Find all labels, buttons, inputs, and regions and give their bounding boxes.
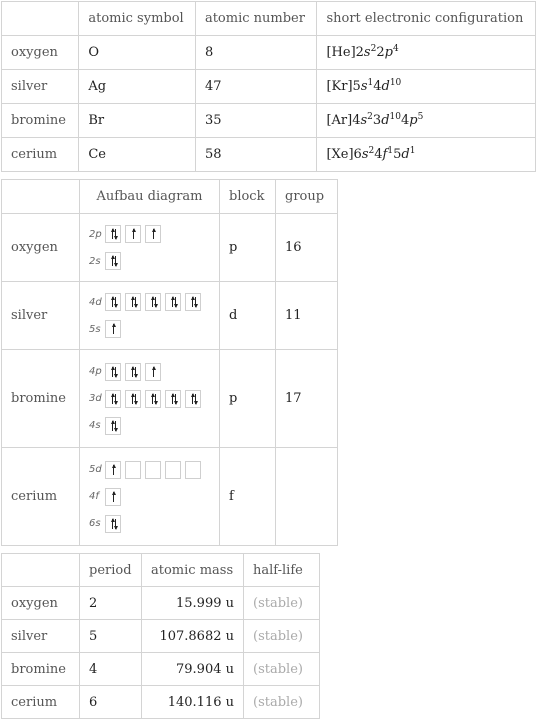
orbital-box [125,363,141,381]
orbital-letter: p [384,45,393,60]
table-row [2,620,320,653]
orbital-box [185,390,201,408]
electron-count: 2 [370,44,377,54]
spin-down-arrow-icon [115,367,116,377]
half-life-cell: (stable) [244,686,320,719]
block-cell: p [220,214,276,282]
table-row [2,214,338,282]
config-cell [317,36,536,70]
orbital-box [105,225,121,243]
spin-down-arrow-icon [135,394,136,404]
config-text: 2 [376,45,385,60]
electron-count: 1 [367,78,374,88]
group-cell: 11 [276,282,338,350]
block-cell: f [220,448,276,546]
config-cell [317,138,536,172]
table-row [2,653,320,686]
spin-up-arrow-icon [133,229,134,239]
table-header-row [2,2,536,36]
orbital-box [105,252,121,270]
group-cell: 16 [276,214,338,282]
electron-count: 5 [417,112,424,122]
spin-down-arrow-icon [115,256,116,266]
spin-down-arrow-icon [175,297,176,307]
config-text: 4 [400,113,410,128]
atomic-number-cell: 35 [195,104,317,138]
orbital-box [125,293,141,311]
corner-cell [2,2,79,36]
orbital-box [165,293,181,311]
row-label: oxygen [2,214,80,282]
orbital-box [145,363,161,381]
orbital-row [89,415,209,437]
table-row [2,587,320,620]
orbital-label: 4d [89,296,102,308]
table-row [2,350,338,448]
row-label: silver [2,282,80,350]
orbital-row [89,223,209,245]
config-text: [He]2 [326,45,364,60]
spin-up-arrow-icon [113,465,114,475]
row-label: cerium [2,686,80,719]
electron-count: 2 [368,146,375,156]
orbital-label: 3d [89,393,102,404]
electron-count: 10 [389,112,401,122]
table-row [2,70,536,104]
period-cell: 6 [80,686,142,719]
orbital-label: 5s [89,323,101,335]
atomic-symbol-cell: Br [79,104,196,138]
orbital-box [105,488,121,506]
row-label: bromine [2,350,80,448]
config-text: 3 [372,113,382,128]
corner-cell [2,554,80,587]
column-header: atomic mass [142,554,244,587]
spin-down-arrow-icon [135,367,136,377]
orbital-box [125,390,141,408]
spin-up-arrow-icon [113,324,114,334]
half-life-cell: (stable) [244,620,320,653]
atomic-number-cell: 8 [195,36,317,70]
orbital-box [105,417,121,435]
orbital-box [145,293,161,311]
block-cell: d [220,282,276,350]
column-header: group [276,180,338,214]
table-row [2,448,338,546]
orbital-box [125,461,141,479]
aufbau-diagram [80,448,220,546]
spin-down-arrow-icon [115,421,116,431]
orbital-letter: p [409,113,418,128]
electron-count: 2 [367,112,373,122]
electron-count: 4 [392,44,399,54]
spin-down-arrow-icon [115,229,116,239]
config-text: 4 [374,147,383,162]
orbital-letter: d [381,79,390,94]
orbital-letter: s [363,45,371,60]
orbital-row [89,250,209,272]
spin-up-arrow-icon [153,367,154,377]
orbital-box [145,461,161,479]
orbital-row [89,388,209,410]
corner-cell [2,180,80,214]
group-cell [276,448,338,546]
table-row [2,282,338,350]
atomic-symbol-cell: O [79,36,196,70]
atomic-mass-cell: 79.904 u [142,653,244,686]
atomic-number-cell: 58 [195,138,317,172]
orbital-box [105,515,121,533]
column-header: atomic symbol [79,2,196,36]
row-label: bromine [2,104,79,138]
orbital-box [185,461,201,479]
column-header: Aufbau diagram [80,180,220,214]
period-cell: 4 [80,653,142,686]
row-label: cerium [2,448,80,546]
orbital-letter: s [361,147,369,162]
orbital-box [105,390,121,408]
orbital-box [105,461,121,479]
column-header: period [80,554,142,587]
row-label: oxygen [2,36,79,70]
row-label: oxygen [2,587,80,620]
orbital-box [125,225,141,243]
orbital-label: 4s [89,420,101,431]
spin-up-arrow-icon [113,492,114,502]
element-properties-table [1,1,536,172]
half-life-cell: (stable) [244,587,320,620]
orbital-letter: d [381,113,390,128]
spin-down-arrow-icon [195,394,196,404]
atomic-symbol-cell: Ce [79,138,196,172]
spin-down-arrow-icon [155,394,156,404]
column-header: atomic number [195,2,317,36]
orbital-row [89,291,209,313]
spin-down-arrow-icon [115,394,116,404]
spin-down-arrow-icon [135,297,136,307]
row-label: silver [2,70,79,104]
config-cell [317,104,536,138]
atomic-mass-cell: 107.8682 u [142,620,244,653]
orbital-box [185,293,201,311]
half-life-cell: (stable) [244,653,320,686]
config-text: [Xe]6 [326,147,362,162]
spin-down-arrow-icon [175,394,176,404]
table-row [2,104,536,138]
group-cell: 17 [276,350,338,448]
table-row [2,686,320,719]
column-header: half-life [244,554,320,587]
config-cell [317,70,536,104]
orbital-row [89,318,209,340]
orbital-box [105,320,121,338]
table-row [2,138,536,172]
spin-down-arrow-icon [155,297,156,307]
orbital-label: 5d [89,464,102,475]
orbital-box [145,390,161,408]
orbital-label: 6s [89,518,101,529]
orbital-letter: s [360,113,368,128]
aufbau-diagram [80,282,220,350]
orbital-letter: f [382,147,388,162]
orbital-box [105,363,121,381]
orbital-row [89,459,209,481]
config-text: [Ar]4 [326,113,361,128]
orbital-letter: d [401,147,410,162]
period-cell: 5 [80,620,142,653]
spin-down-arrow-icon [195,297,196,307]
row-label: bromine [2,653,80,686]
electron-count: 10 [389,78,402,88]
spin-down-arrow-icon [115,297,116,307]
spin-up-arrow-icon [153,229,154,239]
orbital-row [89,486,209,508]
atomic-mass-cell: 140.116 u [142,686,244,719]
block-cell: p [220,350,276,448]
electron-count: 1 [387,146,394,156]
orbital-letter: s [360,79,368,94]
row-label: silver [2,620,80,653]
period-cell: 2 [80,587,142,620]
config-text: 5 [393,147,402,162]
electron-count: 1 [409,146,416,156]
orbital-label: 2p [89,228,102,240]
table-header-row [2,554,320,587]
atomic-number-cell: 47 [195,70,317,104]
aufbau-table [1,179,338,546]
table-row [2,36,536,70]
atomic-symbol-cell: Ag [79,70,196,104]
orbital-row [89,513,209,535]
orbital-label: 2s [89,255,101,267]
config-text: [Kr]5 [326,79,361,94]
config-text: 4 [373,79,382,94]
aufbau-diagram [80,214,220,282]
aufbau-diagram [80,350,220,448]
orbital-box [165,461,181,479]
atomic-mass-cell: 15.999 u [142,587,244,620]
table-header-row [2,180,338,214]
orbital-box [145,225,161,243]
row-label: cerium [2,138,79,172]
column-header: short electronic configuration [317,2,536,36]
orbital-box [165,390,181,408]
orbital-row [89,361,209,383]
column-header: block [220,180,276,214]
orbital-label: 4f [89,491,99,502]
orbital-box [105,293,121,311]
orbital-label: 4p [89,366,102,377]
spin-down-arrow-icon [115,519,116,529]
mass-table [1,553,320,719]
